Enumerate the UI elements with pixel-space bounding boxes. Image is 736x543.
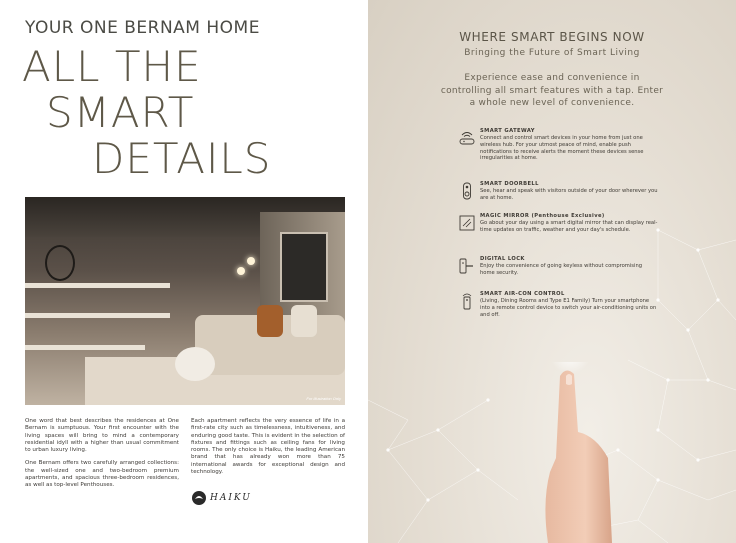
body-paragraph: One word that best describes the residences at One Bernam is sumptuous. Your first encounter with the living spaces will bring to mind a contemporary residential idyll with a higher than usual commitment to urban luxury living. bbox=[25, 418, 179, 454]
page-kicker: YOUR ONE BERNAM HOME bbox=[25, 18, 260, 38]
headline-line-3: DETAILS bbox=[92, 134, 272, 183]
feature-title: SMART AIR-CON CONTROL bbox=[480, 291, 565, 297]
feature-title: MAGIC MIRROR (Penthouse Exclusive) bbox=[480, 213, 605, 219]
body-paragraph: One Bernam offers two carefully arranged collections: the well-sized one and two-bedroom premium apartments, and spacious three-bedroom residences, as well as top-level Penthouses. bbox=[25, 460, 179, 489]
aircon-remote-icon bbox=[458, 292, 476, 310]
mirror-icon bbox=[458, 214, 476, 232]
feature-title: SMART DOORBELL bbox=[480, 181, 539, 187]
living-room-photo bbox=[25, 197, 345, 405]
wifi-hub-icon bbox=[458, 129, 476, 147]
feature-title: DIGITAL LOCK bbox=[480, 256, 525, 262]
right-page bbox=[368, 0, 736, 543]
headline-line-1: ALL THE bbox=[22, 42, 202, 91]
feature-description: Connect and control smart devices in your home from just one wireless hub. For your utmost peace of mind, enable push notifications to receive alerts the moment these devices sense irregularities at home. bbox=[480, 135, 644, 162]
digital-lock-icon bbox=[458, 257, 476, 275]
photo-shelf bbox=[25, 283, 170, 288]
photo-shelf bbox=[25, 313, 170, 318]
body-paragraph: Each apartment reflects the very essence of life in a first-rate city such as timelessness, intuitiveness, and enduring good taste. This is evident in the selection of fixtures and fittings such as ceiling fans for living rooms. The only choice is Haiku, the leading American brand that has already won more than 75 international awards for exceptional design and technology. bbox=[191, 418, 345, 476]
right-subtitle: Bringing the Future of Smart Living bbox=[464, 48, 640, 58]
photo-pendant-light bbox=[237, 267, 245, 275]
doorbell-icon bbox=[458, 182, 476, 200]
haiku-logo bbox=[191, 490, 252, 506]
feature-description: Go about your day using a smart digital mirror that can display real-time updates on traffic, weather and your day's schedule. bbox=[480, 220, 658, 233]
haiku-mark-icon bbox=[191, 490, 207, 506]
photo-side-table bbox=[175, 347, 215, 381]
photo-sculpture bbox=[45, 245, 75, 281]
haiku-wordmark: HAIKU bbox=[210, 493, 252, 503]
photo-cushion bbox=[257, 305, 283, 337]
pointing-hand-image bbox=[508, 362, 638, 543]
feature-title: SMART GATEWAY bbox=[480, 128, 535, 134]
right-title: WHERE SMART BEGINS NOW bbox=[459, 30, 645, 44]
headline-line-2: SMART bbox=[46, 88, 195, 137]
body-column-a bbox=[25, 418, 179, 496]
right-intro: Experience ease and convenience in controlling all smart features with a tap. Enter a whole new level of convenience. bbox=[440, 73, 664, 108]
body-column-b bbox=[191, 418, 345, 482]
photo-cushion bbox=[291, 305, 317, 337]
feature-description: Enjoy the convenience of going keyless without compromising home security. bbox=[480, 263, 643, 276]
photo-pendant-light bbox=[247, 257, 255, 265]
photo-caption: For Illustration Only bbox=[306, 396, 341, 401]
feature-description: (Living, Dining Rooms and Type E1 Family) Turn your smartphone into a remote control device to switch your air-conditioning units on and off. bbox=[480, 298, 657, 318]
feature-description: See, hear and speak with visitors outside of your door wherever you are at home. bbox=[480, 188, 658, 201]
photo-artwork bbox=[280, 232, 328, 302]
photo-shelf bbox=[25, 345, 145, 350]
